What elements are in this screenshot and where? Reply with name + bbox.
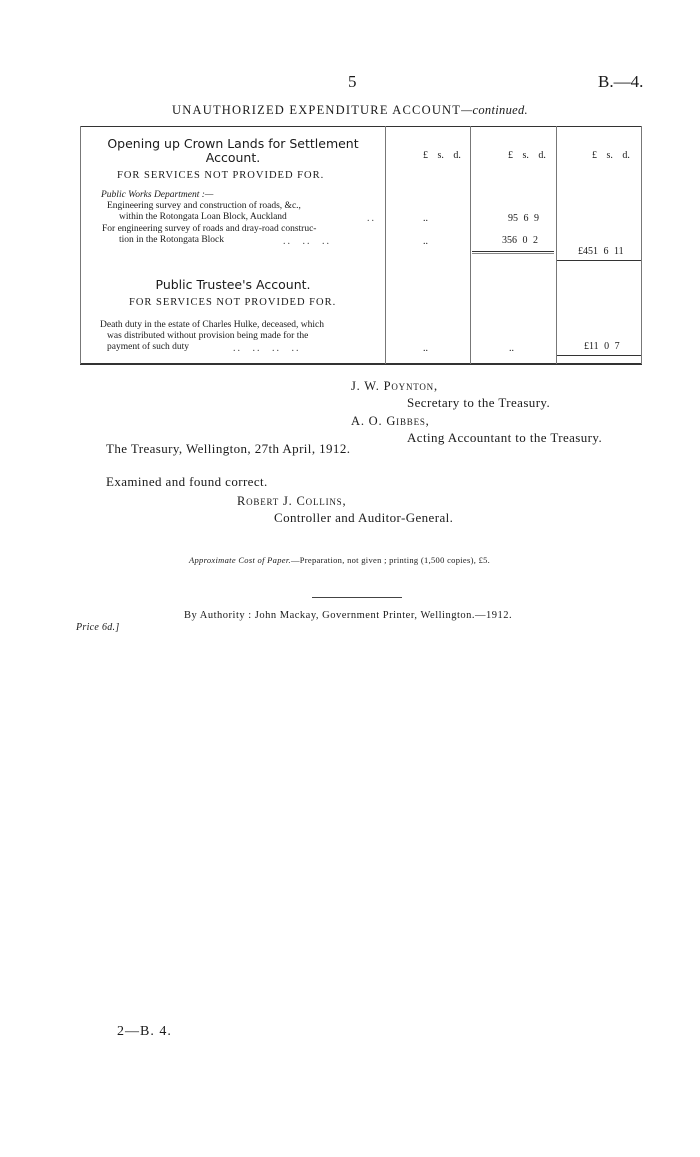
signature-mark: 2—B. 4. xyxy=(117,1024,172,1039)
examination-note: Examined and found correct. xyxy=(106,474,268,489)
leader-dots: .. .. .. xyxy=(283,236,331,247)
section-total: £11 0 7 xyxy=(584,341,620,352)
signatory-title: Acting Accountant to the Treasury. xyxy=(407,430,603,445)
signatory-title: Controller and Auditor-General. xyxy=(274,510,454,525)
column-header-2: £ s. d. xyxy=(508,150,546,161)
table-cell: .. xyxy=(423,236,428,247)
section-title-crown-lands xyxy=(88,137,378,165)
table-cell: .. xyxy=(423,213,428,224)
leader-dots: .. .. .. .. xyxy=(233,343,301,354)
running-title-continued: —continued. xyxy=(461,103,528,117)
section-title-line-1: Opening up Crown Lands for Settlement xyxy=(107,136,359,151)
table-right-rule xyxy=(641,126,642,364)
footer-divider xyxy=(312,597,402,598)
total-rule xyxy=(557,355,641,356)
leader-dots: .. xyxy=(367,213,376,224)
section-subheading: FOR SERVICES NOT PROVIDED FOR. xyxy=(117,170,325,181)
table-top-rule xyxy=(80,126,642,127)
item-line: within the Rotongata Loan Block, Auckland xyxy=(119,212,287,222)
cost-note-label: Approximate Cost of Paper. xyxy=(189,555,291,565)
signatory-title: Secretary to the Treasury. xyxy=(407,395,551,410)
price-note: Price 6d.] xyxy=(76,622,120,633)
table-left-rule xyxy=(80,126,81,364)
section-subheading: FOR SERVICES NOT PROVIDED FOR. xyxy=(129,297,337,308)
subtotal-rule xyxy=(472,251,554,252)
signatory-name: Robert J. Collins, xyxy=(237,494,347,508)
place-and-date: The Treasury, Wellington, 27th April, 1912. xyxy=(106,441,351,456)
item-line: tion in the Rotongata Block xyxy=(119,235,225,245)
item-line: Death duty in the estate of Charles Hulke, deceased, which xyxy=(100,320,324,330)
section-total: £451 6 11 xyxy=(578,246,624,257)
column-divider-3 xyxy=(556,126,557,364)
printer-imprint: By Authority : John Mackay, Government Printer, Wellington.—1912. xyxy=(184,610,513,621)
cost-note xyxy=(189,555,490,565)
table-cell: .. xyxy=(423,343,428,354)
item-line: payment of such duty xyxy=(107,342,190,352)
page-number: 5 xyxy=(348,72,357,91)
total-rule xyxy=(557,260,641,261)
item-line: Engineering survey and construction of roads, &c., xyxy=(107,201,301,211)
running-title xyxy=(0,103,700,118)
table-cell-amount: 356 0 2 xyxy=(502,235,538,246)
column-divider-2 xyxy=(470,126,471,364)
signatory-name: J. W. Poynton, xyxy=(351,379,438,393)
section-title-line-2: Account. xyxy=(205,150,261,165)
document-reference: B.—4. xyxy=(598,72,644,91)
column-divider-1 xyxy=(385,126,386,364)
column-header-3: £ s. d. xyxy=(592,150,630,161)
table-bottom-rule xyxy=(80,363,642,365)
running-title-main: UNAUTHORIZED EXPENDITURE ACCOUNT xyxy=(172,103,462,117)
signatory-name: A. O. Gibbes, xyxy=(351,414,430,428)
department-heading: Public Works Department :— xyxy=(101,190,214,200)
table-cell: .. xyxy=(509,343,514,354)
subtotal-rule xyxy=(472,253,554,254)
column-header-1: £ s. d. xyxy=(423,150,461,161)
cost-note-text: —Preparation, not given ; printing (1,500 copies), £5. xyxy=(290,555,491,565)
item-line: was distributed without provision being made for the xyxy=(107,331,309,341)
table-cell-amount: 95 6 9 xyxy=(508,213,539,224)
section-title-public-trustee: Public Trustee's Account. xyxy=(155,277,311,292)
item-line: For engineering survey of roads and dray-road construc- xyxy=(102,224,317,234)
